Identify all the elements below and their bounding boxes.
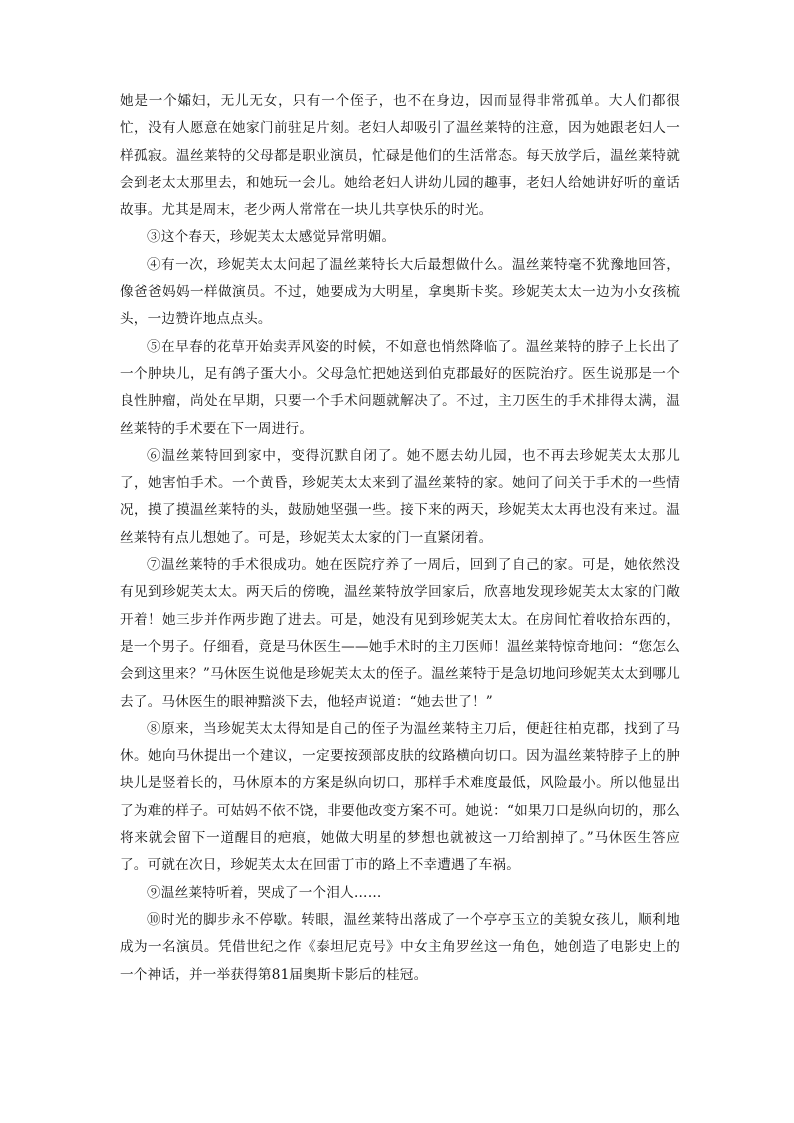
paragraph-5: ⑤在早春的花草开始卖弄风姿的时候，不如意也悄然降临了。温丝莱特的脖子上长出了一个肿块儿，足有鸽子蛋大小。父母急忙把她送到伯克郡最好的医院治疗。医生说那是一个良性肿瘤，尚处在早期，只要一个手术问题就解决了。不过，主刀医生的手术排得太满，温丝莱特的手术要在下一周进行。 (120, 338, 680, 437)
paragraph-8: ⑧原来，当珍妮芙太太得知是自己的侄子为温丝莱特主刀后，便赶往柏克郡，找到了马休。她向马休提出一个建议，一定要按颈部皮肤的纹路横向切口。因为温丝莱特脖子上的肿块儿是竖着长的，马休原本的方案是纵向切口，那样手术难度最低，风险最小。所以他显出了为难的样子。可姑妈不依不饶，非要他改变方案不可。她说：“如果刀口是纵向切的，那么将来就会留下一道醒目的疤痕，她做大明星的梦想也就被这一刀给割掉了。”马休医生答应了。可就在次日，珍妮芙太太在回雷丁市的路上不幸遭遇了车祸。 (120, 720, 680, 874)
paragraph-10: ⑩时光的脚步永不停歇。转眼，温丝莱特出落成了一个亭亭玉立的美貌女孩儿，顺利地成为一名演员。凭借世纪之作《泰坦尼克号》中女主角罗丝这一角色，她创造了电影史上的一个神话，并一举获得第81届奥斯卡影后的桂冠。 (120, 911, 680, 983)
paragraph-7: ⑦温丝莱特的手术很成功。她在医院疗养了一周后，回到了自己的家。可是，她依然没有见到珍妮芙太太。两天后的傍晚，温丝莱特放学回家后，欣喜地发现珍妮芙太太家的门敞开着！她三步并作两步跑了进去。可是，她没有见到珍妮芙太太。在房间忙着收拾东西的，是一个男子。仔细看，竟是马休医生——她手术时的主刀医师！温丝莱特惊奇地问：“您怎么会到这里来？”马休医生说他是珍妮芙太太的侄子。温丝莱特于是急切地问珍妮芙太太到哪儿去了。马休医生的眼神黯淡下去，他轻声说道：“她去世了！” (120, 557, 680, 710)
paragraph-9: ⑨温丝莱特听着，哭成了一个泪人…… (147, 884, 382, 901)
article-body (120, 88, 680, 989)
paragraph-4: ④有一次，珍妮芙太太问起了温丝莱特长大后最想做什么。温丝莱特毫不犹豫地回答，像爸爸妈妈一样做演员。不过，她要成为大明星，拿奥斯卡奖。珍妮芙太太一边为小女孩梳头，一边赞许地点点头。 (120, 256, 680, 328)
paragraph-3: ③这个春天，珍妮芙太太感觉异常明媚。 (147, 229, 396, 246)
paragraph-continued: 她是一个孀妇，无儿无女，只有一个侄子，也不在身边，因而显得非常孤单。大人们都很忙，没有人愿意在她家门前驻足片刻。老妇人却吸引了温丝莱特的注意，因为她跟老妇人一样孤寂。温丝莱特的父母都是职业演员，忙碌是他们的生活常态。每天放学后，温丝莱特就会到老太太那里去，和她玩一会儿。她给老妇人讲幼儿园的趣事，老妇人给她讲好听的童话故事。尤其是周末，老少两人常常在一块儿共享快乐的时光。 (120, 93, 680, 219)
paragraph-6: ⑥温丝莱特回到家中，变得沉默自闭了。她不愿去幼儿园，也不再去珍妮芙太太那儿了，她害怕手术。一个黄昏，珍妮芙太太来到了温丝莱特的家。她问了问关于手术的一些情况，摸了摸温丝莱特的头，鼓励她坚强一些。接下来的两天，珍妮芙太太再也没有来过。温丝莱特有点儿想她了。可是，珍妮芙太太家的门一直紧闭着。 (120, 447, 680, 546)
